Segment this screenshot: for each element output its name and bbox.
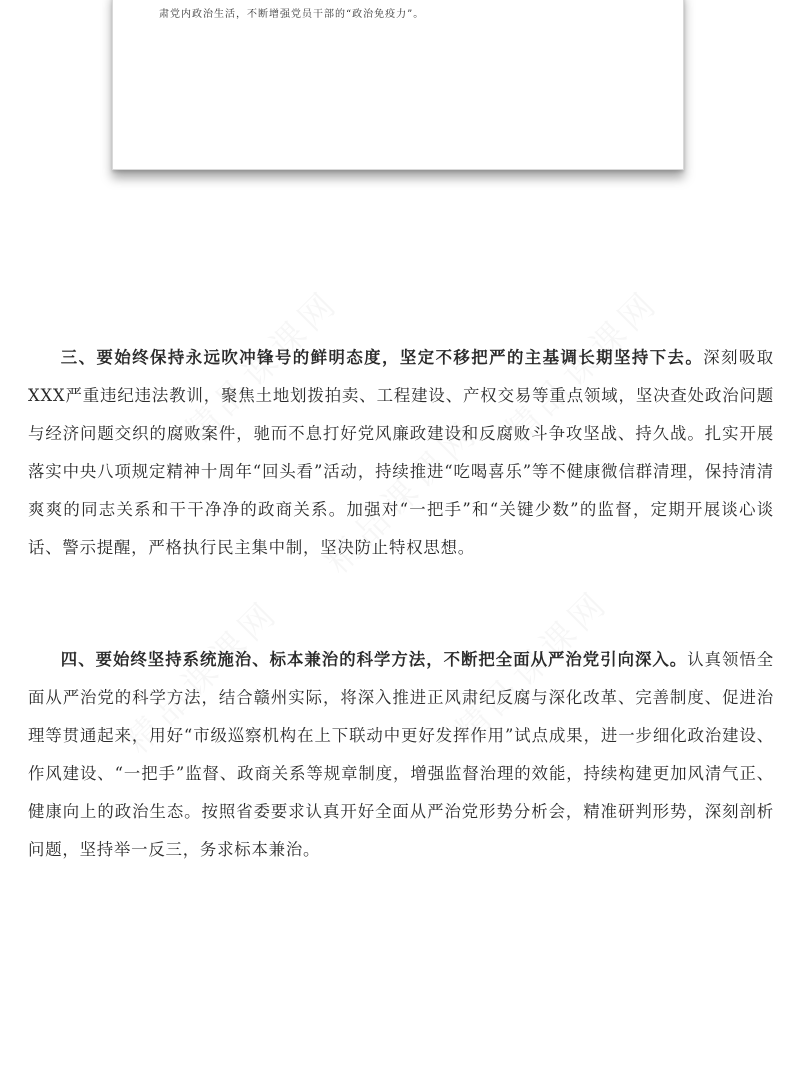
- page-preview-card: [112, 0, 684, 170]
- paragraph-three: [28, 339, 774, 567]
- paragraph-four: [28, 641, 774, 869]
- preview-text: 肃党内政治生活，不断增强党员干部的“政治免疫力”。: [159, 9, 425, 20]
- paragraph-lead: 四、要始终坚持系统施治、标本兼治的科学方法，不断把全面从严治党引向深入。: [60, 650, 688, 669]
- paragraph-lead: 三、要始终保持永远吹冲锋号的鲜明态度，坚定不移把严的主基调长期坚持下去。: [60, 348, 704, 367]
- paragraph-body: 深刻吸取XXX严重违纪违法教训，聚焦土地划拨拍卖、工程建设、产权交易等重点领域，坚决查处政治问题与经济问题交织的腐败案件，驰而不息打好党风廉政建设和反腐败斗争攻坚战、持久战。扎实开展落实中央八项规定精神十周年“回头看”活动，持续推进“吃喝喜乐”等不健康微信群清理，保持清清爽爽的同志关系和干干净净的政商关系。加强对“一把手”和“关键少数”的监督，定期开展谈心谈话、警示提醒，严格执行民主集中制，坚决防止特权思想。: [28, 348, 774, 557]
- paragraph-body: 认真领悟全面从严治党的科学方法，结合赣州实际，将深入推进正风肃纪反腐与深化改革、完善制度、促进治理等贯通起来，用好“市级巡察机构在上下联动中更好发挥作用”试点成果，进一步细化政治建设、作风建设、“一把手”监督、政商关系等规章制度，增强监督治理的效能，持续构建更加风清气正、健康向上的政治生态。按照省委要求认真开好全面从严治党形势分析会，精准研判形势，深刻剖析问题，坚持举一反三，务求标本兼治。: [28, 650, 774, 859]
